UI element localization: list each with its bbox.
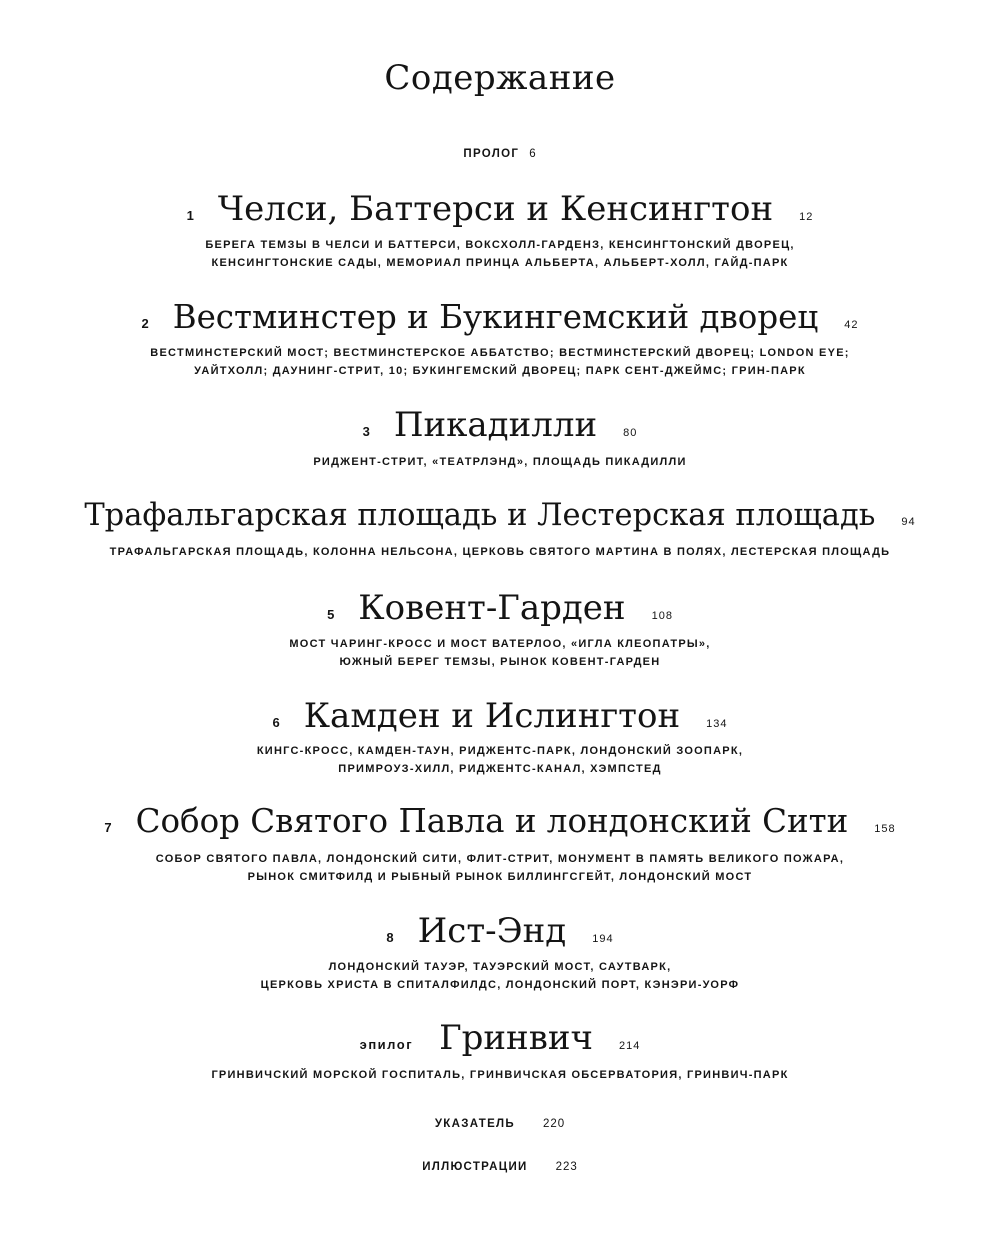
chapter-8-topics-line: ЛОНДОНСКИЙ ТАУЭР, ТАУЭРСКИЙ МОСТ, САУТВАРК,: [328, 961, 672, 973]
chapter-7-heading[interactable]: [0, 802, 1000, 840]
chapter-2-heading[interactable]: [0, 298, 1000, 336]
chapter-page: 214: [619, 1040, 641, 1052]
chapter-page: 80: [623, 427, 638, 439]
chapter-number: 5: [327, 607, 335, 622]
chapter-2-topics-line: ВЕСТМИНСТЕРСКИЙ МОСТ; ВЕСТМИНСТЕРСКОЕ АББАТСТВО; ВЕСТМИНСТЕРСКИЙ ДВОРЕЦ; LONDON EYE;: [150, 347, 850, 359]
epilogue-label: эпилог: [359, 1037, 414, 1052]
chapter-4-heading[interactable]: [0, 498, 1000, 533]
illustrations-entry[interactable]: [0, 1161, 1000, 1173]
chapter-title: Камден и Ислингтон: [303, 696, 681, 736]
chapter-title: Трафальгарская площадь и Лестерская площадь: [84, 498, 876, 533]
chapter-title: Пикадилли: [393, 405, 598, 445]
chapter-6-topics-line: ПРИМРОУЗ-ХИЛЛ, РИДЖЕНТС-КАНАЛ, ХЭМПСТЕД: [338, 763, 662, 775]
index-page: 220: [542, 1118, 566, 1130]
chapter-3-heading[interactable]: [0, 405, 1000, 445]
chapter-8-heading[interactable]: [0, 911, 1000, 951]
chapter-1-topics-line: КЕНСИНГТОНСКИЕ САДЫ, МЕМОРИАЛ ПРИНЦА АЛЬБЕРТА, АЛЬБЕРТ-ХОЛЛ, ГАЙД-ПАРК: [211, 257, 789, 269]
chapter-title: Ист-Энд: [417, 911, 567, 951]
chapter-5-topics-line: МОСТ ЧАРИНГ-КРОСС И МОСТ ВАТЕРЛОО, «ИГЛА КЛЕОПАТРЫ»,: [289, 638, 711, 650]
chapter-7-topics-line: РЫНОК СМИТФИЛД И РЫБНЫЙ РЫНОК БИЛЛИНГСГЕЙТ, ЛОНДОНСКИЙ МОСТ: [247, 871, 753, 883]
chapter-2-topics-line: УАЙТХОЛЛ; ДАУНИНГ-СТРИТ, 10; БУКИНГЕМСКИЙ ДВОРЕЦ; ПАРК СЕНТ-ДЖЕЙМС; ГРИН-ПАРК: [194, 365, 806, 377]
index-entry[interactable]: [0, 1118, 1000, 1130]
chapter-page: 94: [901, 516, 916, 528]
chapter-page: 134: [706, 718, 728, 730]
epilogue-heading[interactable]: [0, 1018, 1000, 1058]
chapter-number: 2: [141, 316, 149, 331]
prologue-entry[interactable]: [0, 148, 1000, 160]
chapter-title: Ковент-Гарден: [358, 588, 626, 628]
chapter-number: 6: [272, 715, 280, 730]
chapter-number: 8: [386, 930, 394, 945]
chapter-7-topics-line: СОБОР СВЯТОГО ПАВЛА, ЛОНДОНСКИЙ СИТИ, ФЛИТ-СТРИТ, МОНУМЕНТ В ПАМЯТЬ ВЕЛИКОГО ПОЖАРА,: [155, 853, 845, 865]
chapter-number: 7: [104, 820, 112, 835]
illustrations-label: ИЛЛЮСТРАЦИИ: [422, 1161, 528, 1173]
chapter-5-heading[interactable]: [0, 588, 1000, 628]
page-title: Содержание: [384, 58, 616, 98]
illustrations-page: 223: [555, 1161, 578, 1173]
chapter-number: 1: [186, 208, 194, 223]
chapter-title: Гринвич: [439, 1018, 593, 1058]
chapter-6-heading[interactable]: [0, 696, 1000, 736]
chapter-1-heading[interactable]: [0, 189, 1000, 229]
prologue-label: ПРОЛОГ: [463, 148, 520, 160]
chapter-page: 194: [592, 933, 614, 945]
chapter-number: 3: [362, 424, 370, 439]
chapter-page: 42: [844, 319, 859, 331]
chapter-title: Челси, Баттерси и Кенсингтон: [217, 189, 774, 229]
chapter-title: Собор Святого Павла и лондонский Сити: [135, 802, 849, 840]
chapter-title: Вестминстер и Букингемский дворец: [172, 298, 819, 336]
chapter-5-topics-line: ЮЖНЫЙ БЕРЕГ ТЕМЗЫ, РЫНОК КОВЕНТ-ГАРДЕН: [339, 656, 661, 668]
chapter-page: 12: [799, 211, 814, 223]
chapter-1-topics-line: БЕРЕГА ТЕМЗЫ В ЧЕЛСИ И БАТТЕРСИ, ВОКСХОЛЛ-ГАРДЕНЗ, КЕНСИНГТОНСКИЙ ДВОРЕЦ,: [205, 239, 795, 251]
chapter-page: 108: [651, 610, 673, 622]
epilogue-topics-line: ГРИНВИЧСКИЙ МОРСКОЙ ГОСПИТАЛЬ, ГРИНВИЧСКАЯ ОБСЕРВАТОРИЯ, ГРИНВИЧ-ПАРК: [211, 1069, 789, 1081]
chapter-page: 158: [874, 823, 896, 835]
chapter-6-topics-line: КИНГС-КРОСС, КАМДЕН-ТАУН, РИДЖЕНТС-ПАРК, ЛОНДОНСКИЙ ЗООПАРК,: [256, 745, 744, 757]
chapter-4-topics-line: ТРАФАЛЬГАРСКАЯ ПЛОЩАДЬ, КОЛОННА НЕЛЬСОНА, ЦЕРКОВЬ СВЯТОГО МАРТИНА В ПОЛЯХ, ЛЕСТЕРСКАЯ ПЛОЩАДЬ: [109, 546, 891, 558]
prologue-page: 6: [529, 148, 537, 160]
chapter-8-topics-line: ЦЕРКОВЬ ХРИСТА В СПИТАЛФИЛДС, ЛОНДОНСКИЙ ПОРТ, КЭНЭРИ-УОРФ: [260, 979, 740, 991]
index-label: УКАЗАТЕЛЬ: [434, 1118, 515, 1130]
chapter-3-topics-line: РИДЖЕНТ-СТРИТ, «ТЕАТРЛЭНД», ПЛОЩАДЬ ПИКАДИЛЛИ: [313, 456, 687, 468]
